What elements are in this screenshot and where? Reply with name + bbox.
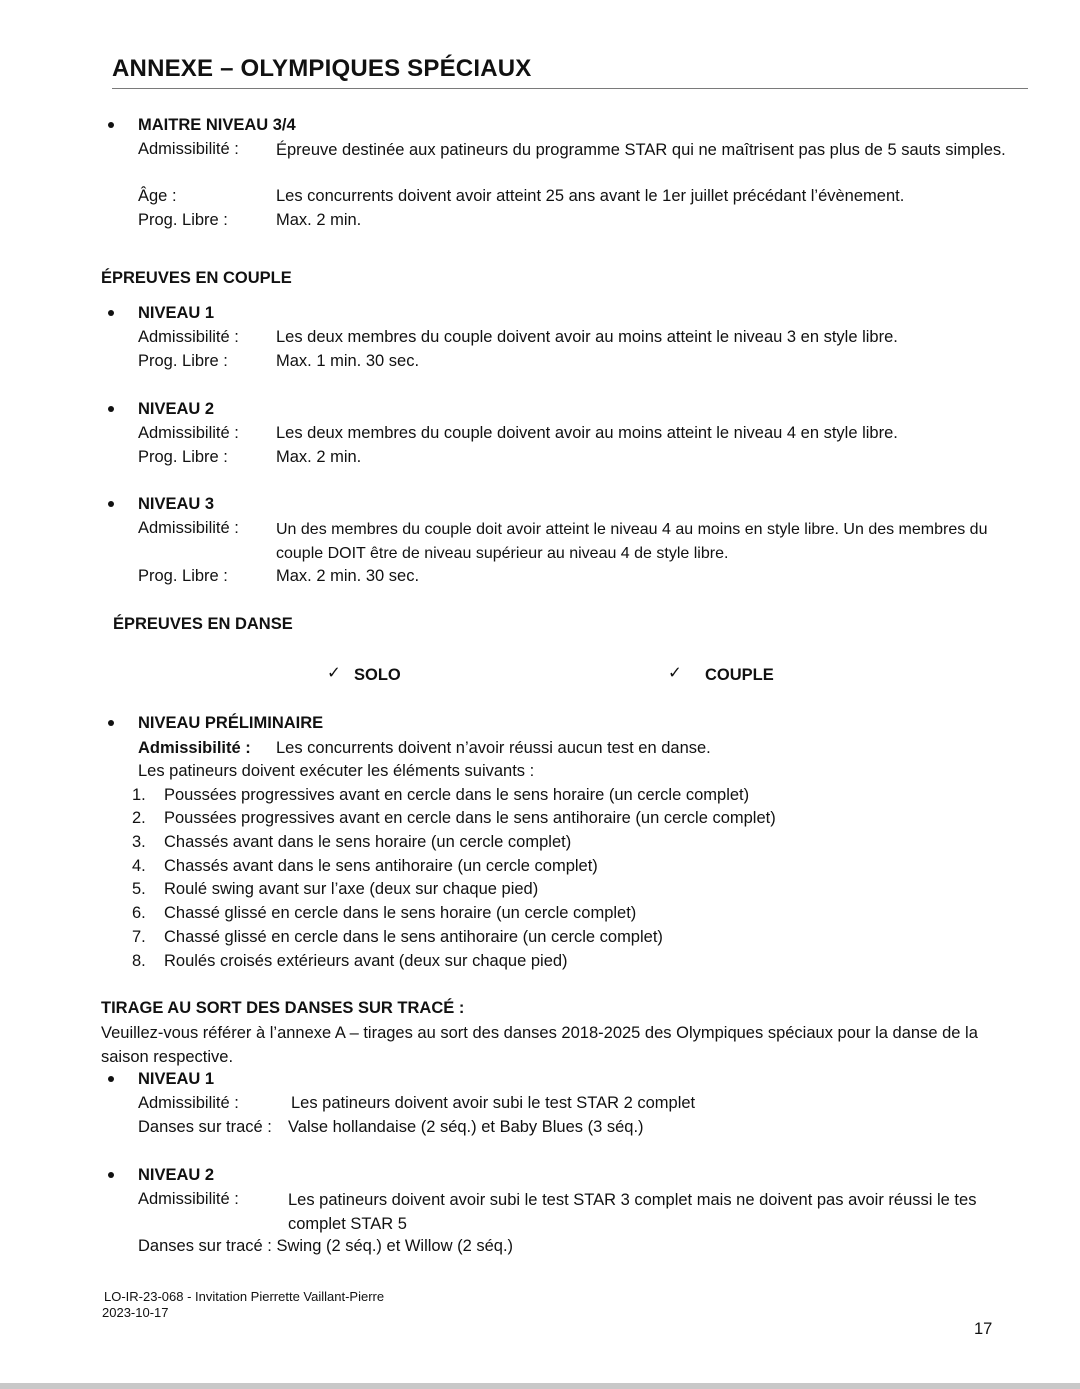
list-item: Poussées progressives avant en cercle dans le sens horaire (un cercle complet): [164, 786, 750, 804]
list-item-num: 3.: [132, 833, 146, 851]
list-item: Roulés croisés extérieurs avant (deux sur chaque pied): [164, 952, 568, 970]
page-number: 17: [974, 1320, 993, 1338]
row-label: Admissibilité :: [138, 519, 239, 537]
maitre-heading: MAITRE NIVEAU 3/4: [138, 116, 296, 134]
row-label: Admissibilité :: [138, 1094, 239, 1112]
list-item-num: 2.: [132, 809, 146, 827]
option-solo: SOLO: [354, 666, 401, 684]
section-heading-danse: ÉPREUVES EN DANSE: [113, 615, 293, 633]
bullet: [108, 501, 114, 507]
row-label: Danses sur tracé :: [138, 1118, 272, 1136]
list-item: Roulé swing avant sur l’axe (deux sur chaque pied): [164, 880, 539, 898]
row-label: Prog. Libre :: [138, 567, 228, 585]
level-heading: NIVEAU 1: [138, 1070, 215, 1088]
bullet: [108, 1076, 114, 1082]
section-heading-tirage: TIRAGE AU SORT DES DANSES SUR TRACÉ :: [101, 999, 465, 1017]
check-icon: ✓: [327, 664, 341, 682]
section-heading-couple: ÉPREUVES EN COUPLE: [101, 269, 292, 287]
level-heading: NIVEAU 2: [138, 1166, 215, 1184]
list-item-num: 4.: [132, 857, 146, 875]
row-value: Max. 2 min. 30 sec.: [276, 567, 420, 585]
level-heading: NIVEAU 3: [138, 495, 215, 513]
list-item: Chassé glissé en cercle dans le sens horaire (un cercle complet): [164, 904, 637, 922]
bullet: [108, 310, 114, 316]
row-label: Prog. Libre :: [138, 448, 228, 466]
bullet: [108, 1172, 114, 1178]
danses-line: Danses sur tracé : Swing (2 séq.) et Willow (2 séq.): [138, 1237, 514, 1255]
option-couple: COUPLE: [705, 666, 774, 684]
bullet: [108, 720, 114, 726]
footer-date: 2023-10-17: [102, 1305, 169, 1320]
bullet: [108, 406, 114, 412]
row-value: Max. 2 min.: [276, 211, 362, 229]
list-item-num: 1.: [132, 786, 146, 804]
bottom-edge: [0, 1383, 1080, 1389]
check-icon: ✓: [668, 664, 682, 682]
row-value: Épreuve destinée aux patineurs du programme STAR qui ne maîtrisent pas plus de 5 sauts simples.: [276, 141, 1006, 159]
row-value: Max. 1 min. 30 sec.: [276, 352, 420, 370]
list-item-num: 7.: [132, 928, 146, 946]
level-heading: NIVEAU PRÉLIMINAIRE: [138, 714, 324, 732]
row-value: Les deux membres du couple doivent avoir au moins atteint le niveau 3 en style libre.: [276, 328, 898, 346]
list-item-num: 8.: [132, 952, 146, 970]
level-heading: NIVEAU 2: [138, 400, 215, 418]
list-item-num: 5.: [132, 880, 146, 898]
footer-doc-ref: LO-IR-23-068 - Invitation Pierrette Vaillant-Pierre: [104, 1289, 385, 1304]
bullet: [108, 122, 114, 128]
row-label: Admissibilité :: [138, 140, 239, 158]
list-item: Chassés avant dans le sens antihoraire (un cercle complet): [164, 857, 598, 875]
list-item: Chassés avant dans le sens horaire (un cercle complet): [164, 833, 572, 851]
row-value: Les deux membres du couple doivent avoir au moins atteint le niveau 4 en style libre.: [276, 424, 898, 442]
row-value: Valse hollandaise (2 séq.) et Baby Blues (3 séq.): [288, 1118, 644, 1136]
row-value: Max. 2 min.: [276, 448, 362, 466]
row-value: Les patineurs doivent avoir subi le test STAR 3 complet mais ne doivent pas avoir réussi le tes complet STAR 5: [288, 1191, 977, 1233]
row-label: Admissibilité :: [138, 739, 251, 757]
tirage-intro: Veuillez-vous référer à l’annexe A – tirages au sort des danses 2018-2025 des Olympiques spéciaux pour la danse de la saison respective.: [101, 1024, 978, 1066]
row-label: Admissibilité :: [138, 424, 239, 442]
row-value: Un des membres du couple doit avoir atteint le niveau 4 au moins en style libre. Un des membres du couple DOIT être de niveau supérieur au niveau 4 de style libre.: [276, 521, 988, 562]
list-item-num: 6.: [132, 904, 146, 922]
row-value: Les concurrents doivent avoir atteint 25 ans avant le 1er juillet précédant l’évènement.: [276, 187, 905, 205]
row-label: Admissibilité :: [138, 1190, 239, 1208]
list-item: Poussées progressives avant en cercle dans le sens antihoraire (un cercle complet): [164, 809, 776, 827]
row-value: Les patineurs doivent avoir subi le test STAR 2 complet: [291, 1094, 696, 1112]
level-heading: NIVEAU 1: [138, 304, 215, 322]
row-label: Âge :: [138, 187, 177, 205]
row-label: Prog. Libre :: [138, 211, 228, 229]
row-value: Les concurrents doivent n’avoir réussi aucun test en danse.: [276, 739, 711, 757]
row-label: Prog. Libre :: [138, 352, 228, 370]
page-title: ANNEXE – OLYMPIQUES SPÉCIAUX: [112, 55, 532, 82]
row-label: Admissibilité :: [138, 328, 239, 346]
title-divider: [112, 88, 1028, 89]
elements-intro: Les patineurs doivent exécuter les éléments suivants :: [138, 762, 535, 780]
list-item: Chassé glissé en cercle dans le sens antihoraire (un cercle complet): [164, 928, 663, 946]
